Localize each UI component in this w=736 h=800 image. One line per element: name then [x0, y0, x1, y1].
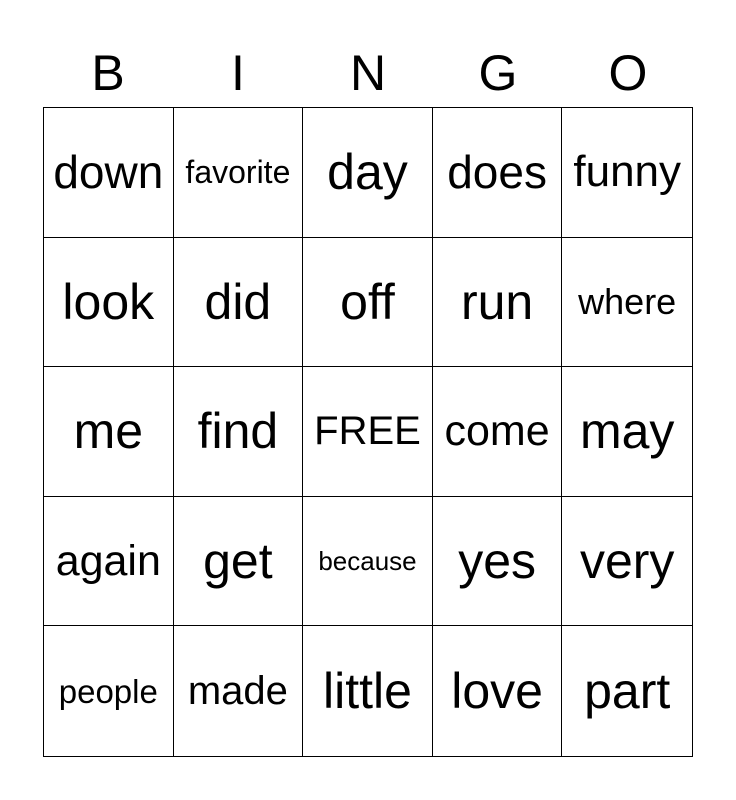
cell-word: down [53, 146, 164, 199]
board-cell[interactable] [44, 238, 174, 368]
cell-word: look [62, 273, 155, 330]
board-cell[interactable] [174, 238, 304, 368]
cell-word: love [451, 663, 543, 720]
board-cell[interactable] [562, 108, 692, 238]
board-cell[interactable] [44, 367, 174, 497]
cell-word: very [579, 533, 675, 590]
header-letter-n: N [349, 45, 387, 101]
cell-word: favorite [185, 154, 291, 191]
board-cell[interactable] [303, 626, 433, 756]
cell-word: made [187, 669, 288, 714]
cell-word: did [204, 273, 272, 330]
board-cell[interactable] [174, 367, 304, 497]
board-cell[interactable] [303, 108, 433, 238]
header-letter-g: G [478, 45, 518, 101]
cell-word: come [444, 406, 550, 455]
board-cell[interactable] [433, 367, 563, 497]
cell-word: get [203, 533, 273, 590]
header-letter-o: O [608, 45, 648, 101]
cell-word: off [340, 273, 395, 330]
cell-word: yes [458, 533, 536, 590]
cell-word: where [578, 280, 677, 322]
board-cell[interactable] [562, 626, 692, 756]
header-letter-b: B [91, 45, 125, 101]
board-cell[interactable] [433, 497, 563, 627]
cell-word: may [579, 403, 675, 460]
board-cell[interactable] [174, 497, 304, 627]
board-cell[interactable] [433, 108, 563, 238]
cell-word: people [58, 672, 158, 710]
board-cell[interactable] [174, 108, 304, 238]
board-cell[interactable] [174, 626, 304, 756]
board-cell[interactable] [44, 497, 174, 627]
cell-word: again [55, 536, 161, 585]
header-letter-i: I [231, 45, 245, 101]
cell-word: little [323, 663, 412, 720]
board-cell[interactable] [562, 497, 692, 627]
board-cell[interactable] [562, 238, 692, 368]
bingo-header [43, 40, 693, 106]
cell-word: me [73, 403, 144, 460]
board-cell[interactable] [433, 238, 563, 368]
cell-word: day [327, 144, 408, 201]
board-cell[interactable] [562, 367, 692, 497]
board-cell[interactable] [303, 497, 433, 627]
cell-word: funny [573, 147, 682, 197]
free-space[interactable] [303, 367, 433, 497]
cell-word: run [460, 273, 534, 330]
board-cell[interactable] [44, 108, 174, 238]
board-cell[interactable] [44, 626, 174, 756]
cell-word: does [447, 146, 547, 199]
cell-word: because [318, 546, 417, 577]
free-space-label: FREE [314, 409, 421, 454]
cell-word: part [584, 663, 671, 720]
board-cell[interactable] [433, 626, 563, 756]
board-cell[interactable] [303, 238, 433, 368]
bingo-board [43, 107, 693, 757]
cell-word: find [197, 403, 279, 460]
